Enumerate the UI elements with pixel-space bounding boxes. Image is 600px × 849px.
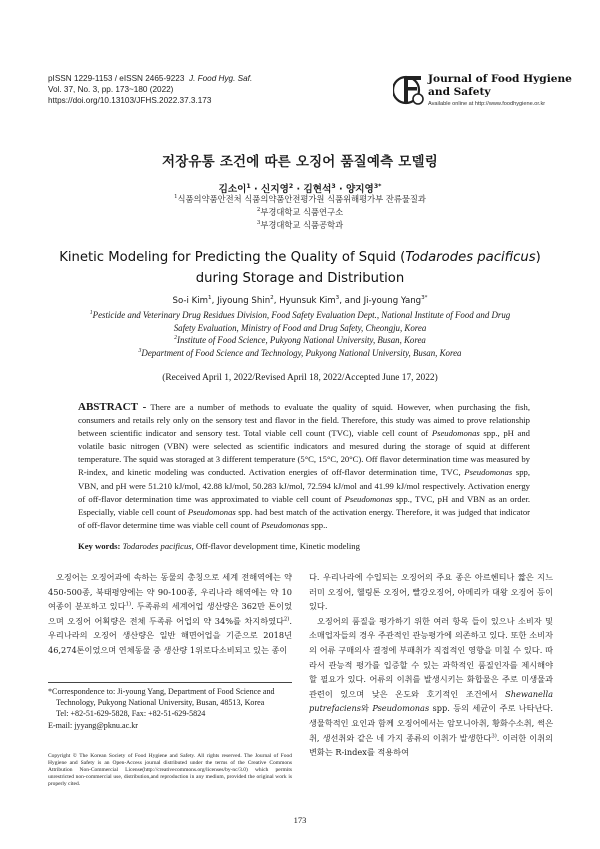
aff-en-text: Pesticide and Veterinary Drug Residues Division, Food Safety Evaluation Dept., National Institute of Food and Drug [92, 310, 511, 320]
correspondence [48, 686, 292, 731]
copyright-notice: Copyright © The Korean Society of Food Hygiene and Safety. All rights reserved. The Journal of Food Hygiene and Safety is an Open-Access journal distributed under the terms of the Creative Commons Attribution Non-Commercial License(http://creativecommons.org/licenses/by-nc/3.0) which permits unrestricted non-commercial use, distribution,and reproduction in any medium, provided the original work is properly cited. [48, 753, 292, 788]
keywords-italic: Todarodes pacificus, [120, 541, 194, 551]
author-ko-2: 신지영 [261, 184, 289, 195]
author-ko-2-sup: 2 [288, 182, 294, 190]
aff-ko-sup: 2 [256, 207, 261, 214]
page-number: 173 [293, 815, 307, 825]
abstract-italic: Pseudomonas [431, 428, 480, 439]
received-dates: (Received April 1, 2022/Revised April 18, 2022/Accepted June 17, 2022) [162, 373, 438, 383]
sep: · [293, 184, 304, 195]
author-en-4-sup: 3* [421, 295, 428, 302]
author-ko-3-sup: 3 [331, 182, 336, 190]
abstract-text: spp., pH and volatile basic nitrogen (VBN) were selected as scientific indicators and mesured during the storage of squid at different temperature. The squid was storaged at 3 different temperature (5°C, 15°C, 20°C). Off flavor determination time was measured by R-index, and kinetic modeling was conducted. Activation energies of off-flavor determination time, TVC, [78, 428, 530, 478]
affiliation-ko-3 [0, 219, 600, 232]
footnote-divider [48, 682, 292, 683]
corr-email[interactable]: E-mail: jyyang@pknu.ac.kr [48, 720, 138, 730]
abstract-label: ABSTRACT - [78, 401, 147, 413]
journal-logo [393, 73, 425, 107]
affiliation-ko-1 [0, 193, 600, 206]
abstract-text: There are a number of methods to evaluate the quality of squid. However, when purchasing the fish, consumers and retails rely only on the sensory test and flavor in the field. Therefore, this study was aimed to prove relationship between scientific indicator and sensory test. Total viable cell count (TVC), viable cell count of [78, 402, 530, 439]
journal-title [428, 73, 572, 99]
doi-link[interactable]: https://doi.org/10.13103/JFHS.2022.37.3.173 [48, 96, 212, 105]
abstract-text: spp. had best match of the activation energy. Therefore, it was judged that indicator of off-flavor determine time was viable cell count of [78, 506, 530, 530]
journal-abbrev: J. Food Hyg. Saf. [188, 74, 253, 83]
body-text: 다. 우리나라에 수입되는 오징어의 주요 종은 아르헨티나 짧은 지느러미 오징어, 헬링톤 오징어, 빨강오징어, 아메리카 대왕 오징어 등이 있다. [309, 572, 553, 612]
author-en-1-sup: 1 [208, 295, 212, 302]
author-en-2: Jiyoung Shin [217, 296, 271, 306]
species-italic: Pseudomonas [372, 703, 430, 714]
species-italic: Shewanella putrefaciens [309, 688, 553, 714]
author-en-2-sup: 2 [270, 295, 274, 302]
author-ko-3: 김현석 [303, 184, 332, 195]
title-korean: 저장유통 조건에 따른 오징어 품질예측 모델링 [161, 154, 439, 170]
volume: Vol. 37, No. 3, pp. 173~180 (2022) [48, 85, 174, 94]
aff-en-text: Department of Food Science and Technology, Pukyong National University, Busan, Korea [141, 347, 462, 358]
abstract-text: spp.. [308, 519, 328, 530]
body-text: . 두족류의 세계어업 생산량은 362만 톤이었으며 오징어 어획량은 전체 두족류 어업의 약 34%를 차지하였다 [48, 601, 293, 626]
aff-ko-sup: 1 [174, 194, 178, 201]
author-ko-4: 양지영 [346, 184, 374, 195]
body-paragraph [309, 614, 553, 760]
corr-line: Technology, Pukyong National University, Busan, 48513, Korea [56, 698, 265, 708]
abstract-italic: Pseudomonas [464, 467, 513, 478]
body-text: 오징어의 품질을 평가하기 위한 여러 항목 들이 있으나 소비자 및 소매업자들의 경우 주관적인 관능평가에 의존하고 있다. 또한 소비자의 어류 구매의사 결정에 부패취가 직접적인 영향을 미칠 수 있다. 따라서 관능적 평가를 입증할 수 있는 과학적인 품질인자를 제시해야 할 필요가 있다. 어류의 이취를 발생시키는 화합물은 주로 미생물과 관련이 있으며 낮은 온도와 호기적인 조건에서 [309, 615, 553, 699]
abstract-italic: Pseudomonas [187, 506, 236, 517]
author-ko-1: 김소이 [218, 184, 247, 195]
abstract-text: spp., TVC, pH and VBN as an order. Especially, viable cell count of [78, 493, 530, 517]
author-ko-1-sup: 1 [246, 182, 251, 190]
keywords [78, 541, 530, 551]
corr-line: *Correspondence to: Ji-young Yang, Department of Food Science and [48, 687, 275, 696]
issn: pISSN 1229-1153 / eISSN 2465-9223 [48, 74, 185, 83]
body-text: . 우리나라의 오징어 생산량은 일반 해면어업을 기준으로 2018년 46,274톤이었으며 연체동물 중 생산량 1위로다소비되고 있는 종이 [48, 615, 292, 655]
author-en-3-sup: 3 [335, 295, 340, 302]
corr-line: Tel: +82-51-629-5828, Fax: +82-51-629-5824 [56, 709, 206, 719]
aff-ko-text: 부경대학교 식품공학과 [260, 220, 344, 230]
citation: 2) [283, 616, 290, 623]
body-left-column [48, 570, 292, 658]
title-en-post: ) [535, 250, 541, 265]
aff-ko-text: 부경대학교 식품연구소 [260, 207, 344, 217]
title-en-species: Todarodes pacificus [405, 250, 536, 265]
affiliation-en-1 [0, 309, 600, 322]
sep: · [250, 184, 262, 195]
title-en-pre: Kinetic Modeling for Predicting the Quality of Squid ( [59, 250, 406, 265]
aff-en-sup: 1 [89, 310, 93, 317]
aff-ko-sup: 3 [256, 220, 261, 227]
affiliation-en-2 [0, 334, 600, 347]
affiliation-en-1b [0, 322, 600, 335]
citation: 3) [491, 732, 497, 739]
author-en-3: Hyunsuk Kim [279, 296, 336, 306]
body-text: 와 [361, 703, 373, 714]
body-right-column [309, 570, 553, 760]
author-en-4: Ji-young Yang [363, 296, 422, 306]
aff-ko-text: 식품의약품안전처 식품의약품안전평가원 식품위해평가부 잔류물질과 [177, 194, 426, 204]
abstract-text: spp, VBN, and pH were 51.210 kJ/mol, 42.88 kJ/mol, 50.283 kJ/mol, 72.594 kJ/mol and 41.99 kJ/mol respectively. Activation energy of off-flavor determination time was approximated to viable cell count of [78, 467, 530, 504]
abstract-italic: Pseudomonas [344, 493, 393, 504]
aff-en-text: Institute of Food Science, Pukyong National University, Busan, Korea [177, 335, 426, 345]
title-en-line2: during Storage and Distribution [195, 271, 405, 286]
author-ko-4-sup: 3* [373, 182, 382, 190]
aff-en-sup: 2 [174, 335, 177, 342]
aff-en-text: Safety Evaluation, Ministry of Food and Drug Safety, Cheongju, Korea [173, 322, 427, 333]
abstract-italic: Pseudomonas [261, 519, 309, 530]
authors-english: So-i Kim$^1$, Jiyoung Shin$^2$, Hyunsuk Kim$^3$, and Ji-young Yang$^{3*}$ [172, 295, 428, 306]
available-online[interactable]: Available online at http://www.foodhygiene.or.kr [428, 101, 546, 107]
keywords-text: Off-flavor development time, Kinetic modeling [193, 541, 360, 551]
body-text: . 이러한 이취의 변화는 R-index를 적용하여 [309, 732, 553, 758]
citation: 1) [125, 601, 132, 608]
author-en-1: So-i Kim [172, 296, 209, 306]
keywords-label: Key words: [78, 541, 121, 551]
journal-title-line2: and Safety [428, 86, 491, 98]
issn-line [48, 73, 252, 84]
title-english [0, 247, 600, 289]
abstract [78, 401, 530, 532]
body-text: 오징어는 오징어과에 속하는 동물의 총칭으로 세계 전해역에는 약 450-500종, 북태평양에는 약 90-100종, 우리나라 해역에는 약 10여종이 분포하고 있다 [48, 572, 292, 612]
affiliation-en-3 [0, 347, 600, 360]
aff-en-sup: 3 [138, 347, 142, 354]
journal-title-line1: Journal of Food Hygiene [428, 73, 572, 85]
affiliation-ko-2 [0, 206, 600, 219]
sep: · [335, 184, 347, 195]
title-en-line1 [0, 247, 600, 268]
body-text: spp. 등의 세균이 주로 나타난다. 생물학적인 요인과 함께 오징어에서는 암모니아취, 황화수소취, 썩은취, 생선취와 같은 네 가지 종류의 이취가 발생한다 [309, 703, 554, 743]
